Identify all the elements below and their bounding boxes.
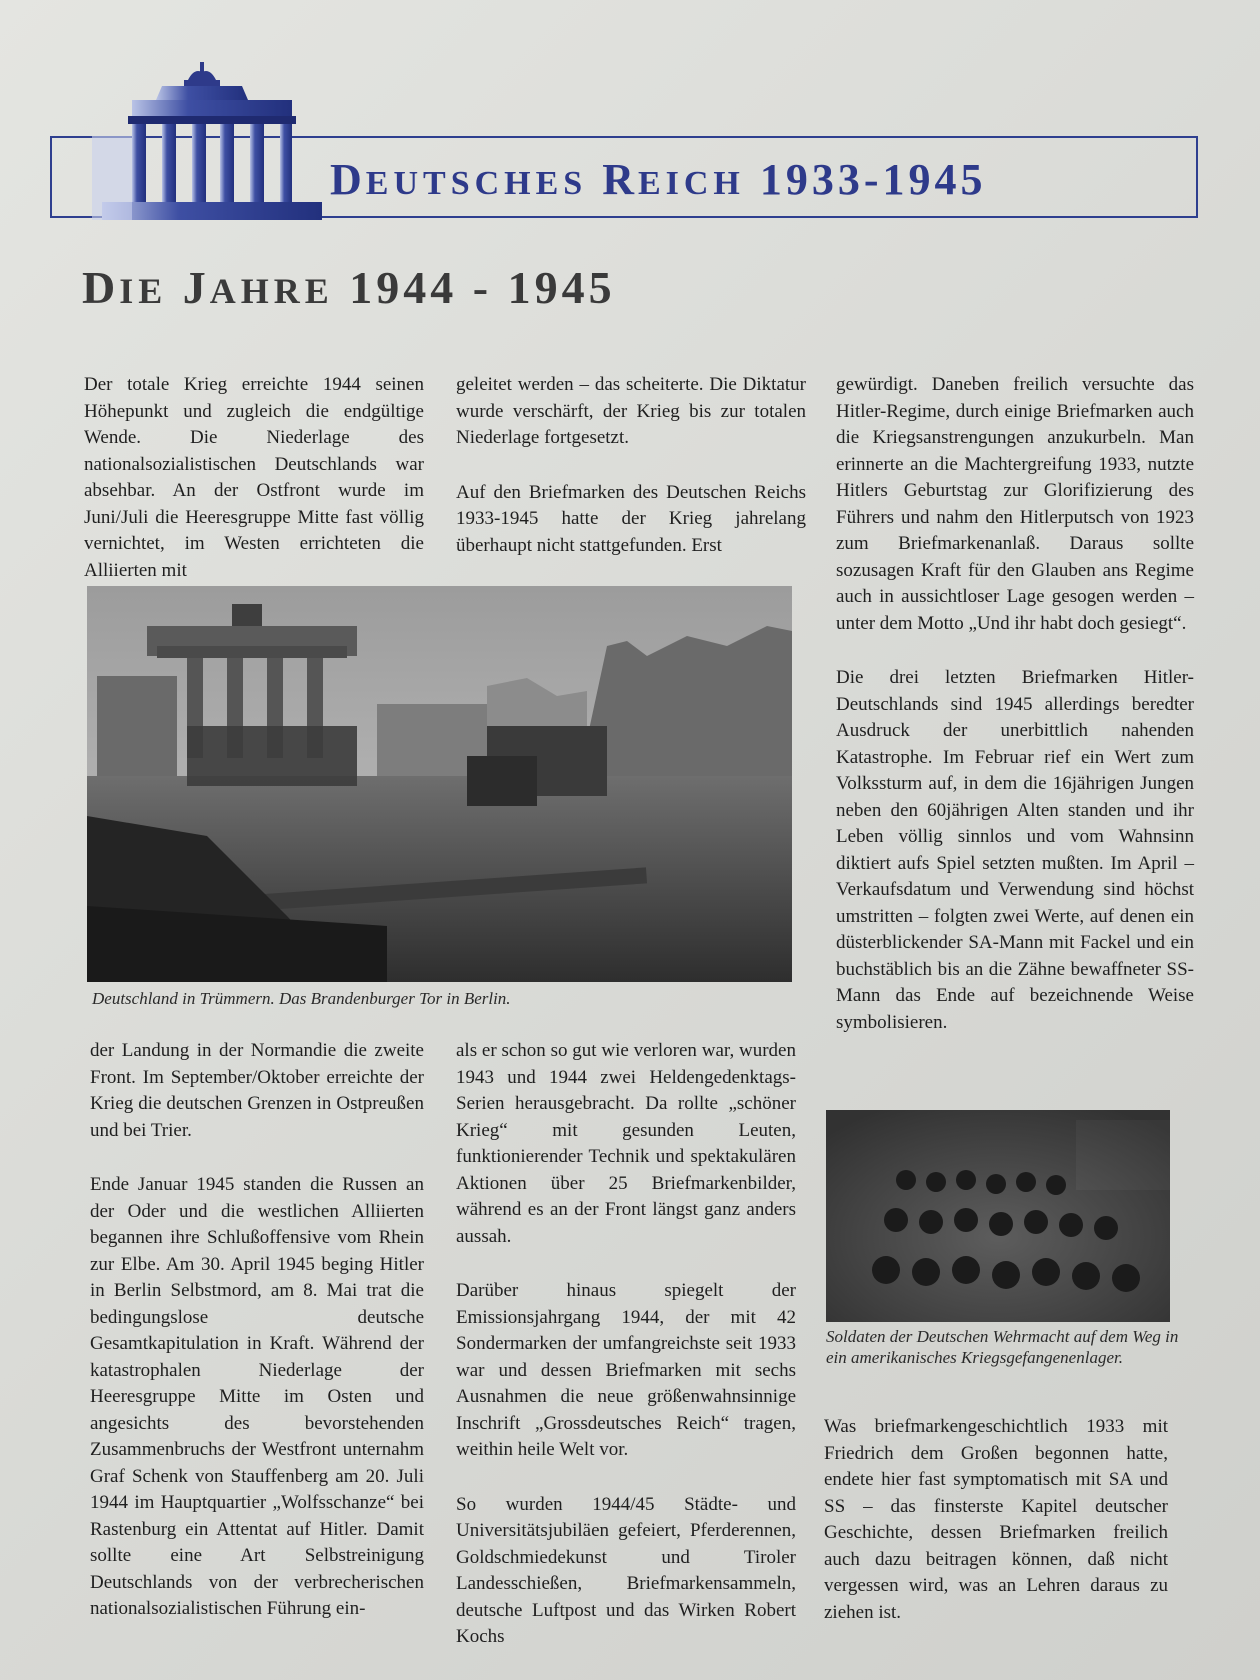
banner-title: DEUTSCHES REICH 1933-1945 bbox=[330, 155, 987, 204]
small-photo-caption: Soldaten der Deutschen Wehrmacht auf dem Weg in ein amerikanisches Kriegsgefangenenlager. bbox=[826, 1327, 1179, 1367]
paragraph: Der totale Krieg erreichte 1944 seinen Höhepunkt und zugleich die endgültige Wende. Die Niederlage des nationalsozialistischen Deutschlands war absehbar. An der Ostfront wurde im Juni/Juli die Heeresgruppe Mitte fast völlig vernichtet, im Westen errichteten die Alliierten mit bbox=[84, 374, 424, 581]
page-title: DIE JAHRE 1944 - 1945 bbox=[82, 262, 616, 313]
photo-prisoners-of-war bbox=[826, 1110, 1170, 1322]
paragraph: Darüber hinaus spiegelt der Emissionsjahrgang 1944, der mit 42 Sondermarken der umfangreichste seit 1933 war und dessen Briefmarken mit sechs Ausnahmen die neue größenwahnsinnige Inschrift „Grossdeutsches Reich“ tragen, weithin heile Welt vor. bbox=[456, 1280, 796, 1460]
column-1-top bbox=[84, 372, 424, 584]
paragraph: So wurden 1944/45 Städte- und Universitätsjubiläen gefeiert, Pferderennen, Goldschmiedekunst und Tiroler Landesschießen, Briefmarkensammeln, deutsche Luftpost und das Wirken Robert Kochs bbox=[456, 1493, 796, 1647]
paragraph: geleitet werden – das scheiterte. Die Diktatur wurde verschärft, der Krieg bis zur totalen Niederlage fortgesetzt. bbox=[456, 374, 806, 448]
column-1-bottom bbox=[90, 1038, 424, 1623]
column-2-bottom bbox=[456, 1038, 796, 1651]
paragraph: Was briefmarkengeschichtlich 1933 mit Friedrich dem Großen begonnen hatte, endete hier fast symptomatisch mit SA und SS – das finsterste Kapitel deutscher Geschichte, dessen Briefmarken freilich auch dazu beitragen können, daß nicht vergessen wird, was an Lehren daraus zu ziehen ist. bbox=[824, 1416, 1168, 1623]
paragraph: als er schon so gut wie verloren war, wurden 1943 und 1944 zwei Heldengedenktags-Serien herausgebracht. Da rollte „schöner Krieg“ mit gesunden Leuten, funktionierender Technik und spektakulären Aktionen über 25 Briefmarkenbilder, während es an der Front längst ganz anders aussah. bbox=[456, 1040, 796, 1247]
column-2-top bbox=[456, 372, 806, 559]
column-3-top bbox=[836, 372, 1194, 1036]
paragraph: der Landung in der Normandie die zweite Front. Im September/Oktober erreichte der Krieg die deutschen Grenzen in Ostpreußen und bei Trier. bbox=[90, 1040, 424, 1141]
photo-brandenburg-gate-ruins bbox=[87, 586, 792, 982]
paragraph: Auf den Briefmarken des Deutschen Reichs 1933-1945 hatte der Krieg jahrelang überhaupt nicht stattgefunden. Erst bbox=[456, 481, 806, 556]
main-photo-caption: Deutschland in Trümmern. Das Brandenburger Tor in Berlin. bbox=[92, 989, 511, 1008]
brandenburg-gate-icon bbox=[92, 58, 332, 220]
paragraph: Die drei letzten Briefmarken Hitler-Deutschlands sind 1945 allerdings beredter Ausdruck der unerbittlich nahenden Katastrophe. Im Februar rief ein Wert zum Volkssturm auf, in dem die 16jährigen Jungen neben den 60jährigen Alten standen und ihr Leben völlig sinnlos und vom Wahnsinn diktiert aufs Spiel setzten mußten. Im April – Verkaufsdatum und Verwendung sind höchst umstritten – folgten zwei Werte, auf denen ein düsterblickender SA-Mann mit Fackel und ein buchstäblich bis an die Zähne bewaffneter SS-Mann das Ende auf bezeichnende Weise symbolisieren. bbox=[836, 667, 1194, 1033]
paragraph: Ende Januar 1945 standen die Russen an der Oder und die westlichen Alliierten begannen ihre Schlußoffensive vom Rhein zur Elbe. Am 30. April 1945 beging Hitler in Berlin Selbstmord, am 8. Mai trat die bedingungslose deutsche Gesamtkapitulation in Kraft. Während der katastrophalen Niederlage der Heeresgruppe Mitte im Osten und angesichts des bevorstehenden Zusammenbruchs der Westfront unternahm Graf Schenk von Stauffenberg am 20. Juli 1944 im Hauptquartier „Wolfsschanze“ bei Rastenburg ein Attentat auf Hitler. Damit sollte eine Art Selbstreinigung Deutschlands von der verbrecherischen nationalsozialistischen Führung ein- bbox=[90, 1174, 424, 1619]
paragraph: gewürdigt. Daneben freilich versuchte das Hitler-Regime, durch einige Briefmarken auch die Kriegsanstrengungen anzukurbeln. Man erinnerte an die Machtergreifung 1933, nutzte Hitlers Geburtstag zur Glorifizierung des Führers und nahm den Hitlerputsch von 1923 zum Briefmarkenanlaß. Daraus sollte sozusagen Kraft für den Glauben ans Regime auch in aussichtloser Lage gesogen werden – unter dem Motto „Und ihr habt doch gesiegt“. bbox=[836, 374, 1194, 634]
column-3-bottom bbox=[824, 1414, 1168, 1626]
